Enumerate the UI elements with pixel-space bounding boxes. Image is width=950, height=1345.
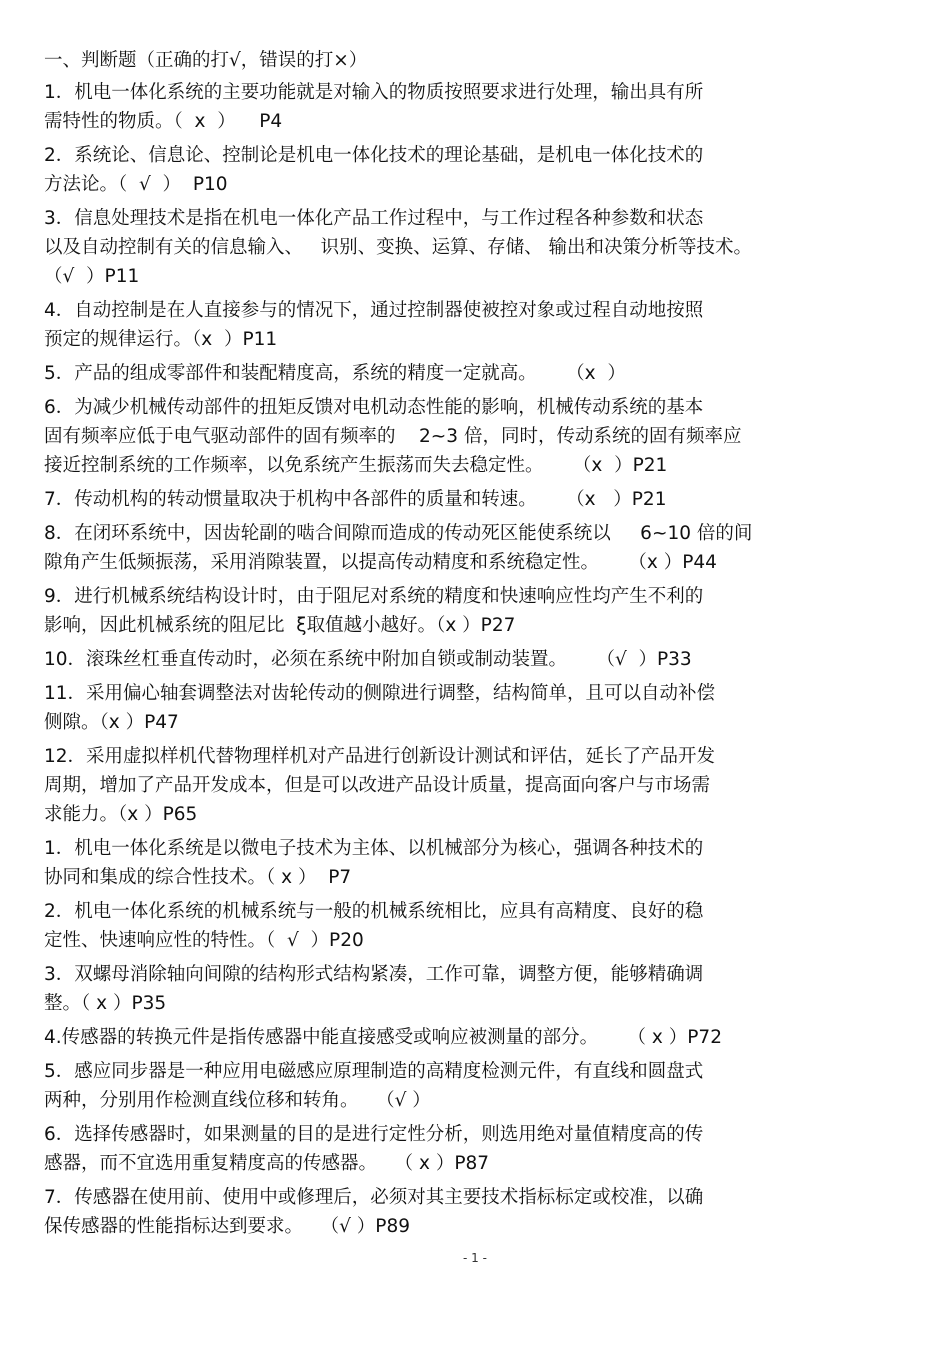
question-line: 6．选择传感器时，如果测量的目的是进行定性分析，则选用绝对量值精度高的传 [44, 1124, 704, 1145]
question-item [44, 1120, 910, 1178]
question-item [44, 834, 910, 892]
question-line: 4．自动控制是在人直接参与的情况下，通过控制器使被控对象或过程自动地按照 [44, 300, 704, 321]
question-item [44, 742, 910, 829]
question-line: 11．采用偏心轴套调整法对齿轮传动的侧隙进行调整，结构简单，且可以自动补偿 [44, 683, 716, 704]
question-line: 方法论。（ √ ） P10 [44, 174, 228, 195]
question-line: 2．机电一体化系统的机械系统与一般的机械系统相比，应具有高精度、良好的稳 [44, 901, 704, 922]
question-line: 侧隙。（x ）P47 [44, 712, 179, 733]
question-line: 8．在闭环系统中，因齿轮副的啮合间隙而造成的传动死区能使系统以 6~10 倍的间 [44, 523, 753, 544]
question-line: 求能力。（x ）P65 [44, 804, 198, 825]
question-line: 影响，因此机械系统的阻尼比 ξ取值越小越好。（x ）P27 [44, 615, 516, 636]
question-line: 5．产品的组成零部件和装配精度高，系统的精度一定就高。 （x ） [44, 363, 626, 384]
question-item [44, 645, 910, 674]
question-line: 周期，增加了产品开发成本，但是可以改进产品设计质量，提高面向客户与市场需 [44, 775, 711, 796]
question-line: 9．进行机械系统结构设计时，由于阻尼对系统的精度和快速响应性均产生不利的 [44, 586, 704, 607]
question-item [44, 1057, 910, 1115]
question-line: 感器，而不宜选用重复精度高的传感器。 （ x ）P87 [44, 1153, 490, 1174]
question-line: 整。（ x ）P35 [44, 993, 167, 1014]
question-line: 10．滚珠丝杠垂直传动时，必须在系统中附加自锁或制动装置。 （√ ）P33 [44, 649, 692, 670]
question-item [44, 960, 910, 1018]
question-item [44, 78, 910, 136]
question-line: 两种，分别用作检测直线位移和转角。 （√ ） [44, 1090, 431, 1111]
question-item [44, 1183, 910, 1241]
question-line: 1．机电一体化系统是以微电子技术为主体、以机械部分为核心，强调各种技术的 [44, 838, 704, 859]
question-line: 2．系统论、信息论、控制论是机电一体化技术的理论基础，是机电一体化技术的 [44, 145, 704, 166]
question-line: 预定的规律运行。（x ）P11 [44, 329, 278, 350]
question-line: 3．双螺母消除轴向间隙的结构形式结构紧凑，工作可靠，调整方便，能够精确调 [44, 964, 704, 985]
question-line: 7．传动机构的转动惯量取决于机构中各部件的质量和转速。 （x ）P21 [44, 489, 667, 510]
question-line: 6．为减少机械传动部件的扭矩反馈对电机动态性能的影响，机械传动系统的基本 [44, 397, 704, 418]
question-line: 3．信息处理技术是指在机电一体化产品工作过程中，与工作过程各种参数和状态 [44, 208, 704, 229]
question-line: 隙角产生低频振荡，采用消隙装置，以提高传动精度和系统稳定性。 （x ）P44 [44, 552, 717, 573]
question-line: 协同和集成的综合性技术。（ x ） P7 [44, 867, 352, 888]
question-item [44, 141, 910, 199]
document-body [44, 47, 910, 1246]
question-line: 7．传感器在使用前、使用中或修理后，必须对其主要技术指标标定或校准，以确 [44, 1187, 704, 1208]
question-line: 定性、快速响应性的特性。（ √ ）P20 [44, 930, 364, 951]
question-item [44, 204, 910, 291]
question-item [44, 485, 910, 514]
section-title: 一、判断题（正确的打√，错误的打×） [44, 50, 368, 71]
question-line: 保传感器的性能指标达到要求。 （√ ）P89 [44, 1216, 411, 1237]
question-line: 以及自动控制有关的信息输入、 识别、变换、运算、存储、 输出和决策分析等技术。 [44, 237, 753, 258]
question-list [44, 78, 910, 1241]
question-line: 固有频率应低于电气驱动部件的固有频率的 2~3 倍，同时，传动系统的固有频率应 [44, 426, 742, 447]
question-line: 5．感应同步器是一种应用电磁感应原理制造的高精度检测元件，有直线和圆盘式 [44, 1061, 704, 1082]
question-item [44, 897, 910, 955]
question-line: 需特性的物质。（ x ） P4 [44, 111, 283, 132]
question-line: 接近控制系统的工作频率，以免系统产生振荡而失去稳定性。 （x ）P21 [44, 455, 668, 476]
question-line: 1．机电一体化系统的主要功能就是对输入的物质按照要求进行处理，输出具有所 [44, 82, 704, 103]
question-item [44, 393, 910, 480]
question-item [44, 582, 910, 640]
question-item [44, 679, 910, 737]
page-number: - 1 - [463, 1251, 487, 1265]
question-item [44, 296, 910, 354]
question-item [44, 519, 910, 577]
question-item [44, 359, 910, 388]
question-line: 4.传感器的转换元件是指传感器中能直接感受或响应被测量的部分。 （ x ）P72 [44, 1027, 722, 1048]
question-item [44, 1023, 910, 1052]
question-line: 12．采用虚拟样机代替物理样机对产品进行创新设计测试和评估，延长了产品开发 [44, 746, 716, 767]
question-line: （√ ）P11 [44, 266, 140, 287]
